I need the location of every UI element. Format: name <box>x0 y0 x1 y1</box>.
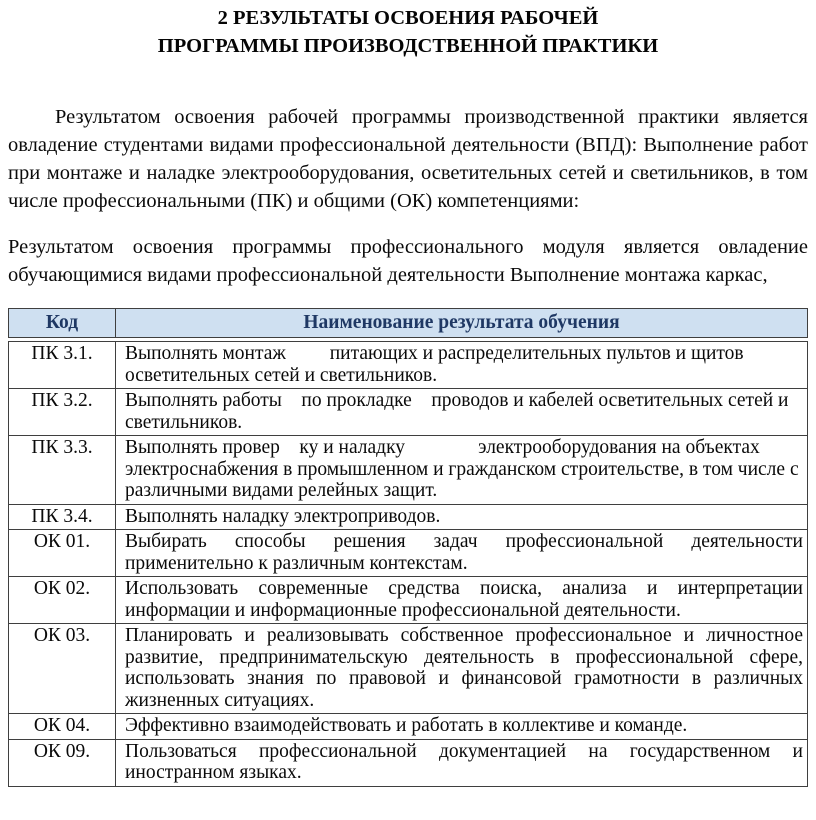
paragraph-practice-results: Результатом освоения рабочей программы производственной практики является овладение студентами видами профессиональной деятельности (ВПД): Выполнение работ при монтаже и наладке электрооборудования, осветительных сетей и светильников, в том числе профессиональными (ПК) и общими (ОК) компетенциями: <box>8 106 808 212</box>
table-row <box>9 714 808 740</box>
result-code: ОК 02. <box>9 577 116 624</box>
table-row <box>9 389 808 436</box>
result-description: Выполнять работы по прокладке проводов и кабелей осветительных сетей и светильников. <box>116 389 808 436</box>
table-row <box>9 504 808 530</box>
result-description: Использовать современные средства поиска, анализа и интерпретации информации и информационные профессиональной деятельности. <box>116 577 808 624</box>
result-description: Пользоваться профессиональной документацией на государственном и иностранном языках. <box>116 739 808 786</box>
result-description: Выполнять провер ку и наладку электрооборудования на объектах электроснабжения в промышленном и гражданском строительстве, в том числе с различными видами релейных защит. <box>116 436 808 505</box>
result-code: ОК 03. <box>9 624 116 714</box>
result-code: ОК 01. <box>9 530 116 577</box>
result-code: ПК 3.4. <box>9 504 116 530</box>
table-row <box>9 530 808 577</box>
table-row <box>9 624 808 714</box>
results-table <box>8 341 808 787</box>
table-row <box>9 342 808 389</box>
result-code: ПК 3.3. <box>9 436 116 505</box>
results-table-header <box>8 308 808 338</box>
result-description: Планировать и реализовывать собственное профессиональное и личностное развитие, предпринимательскую деятельность в профессиональной сфере, использовать знания по правовой и финансовой грамотности в различных жизненных ситуациях. <box>116 624 808 714</box>
result-code: ПК 3.1. <box>9 342 116 389</box>
table-header-row <box>9 309 808 338</box>
page-title: 2 РЕЗУЛЬТАТЫ ОСВОЕНИЯ РАБОЧЕЙ ПРОГРАММЫ ПРОИЗВОДСТВЕННОЙ ПРАКТИКИ <box>157 7 659 57</box>
column-header-code: Код <box>9 309 116 338</box>
result-code: ОК 09. <box>9 739 116 786</box>
table-row <box>9 436 808 505</box>
table-row <box>9 739 808 786</box>
paragraph-module-results: Результатом освоения программы профессионального модуля является овладение обучающимися видами профессиональной деятельности Выполнение монтажа каркас, <box>8 236 808 286</box>
result-code: ОК 04. <box>9 714 116 740</box>
result-description: Выбирать способы решения задач профессиональной деятельности применительно к различным контекстам. <box>116 530 808 577</box>
result-description: Выполнять наладку электроприводов. <box>116 504 808 530</box>
column-header-result-name: Наименование результата обучения <box>116 309 808 338</box>
result-code: ПК 3.2. <box>9 389 116 436</box>
result-description: Эффективно взаимодействовать и работать в коллективе и команде. <box>116 714 808 740</box>
result-description: Выполнять монтаж питающих и распределительных пультов и щитов осветительных сетей и светильников. <box>116 342 808 389</box>
table-row <box>9 577 808 624</box>
